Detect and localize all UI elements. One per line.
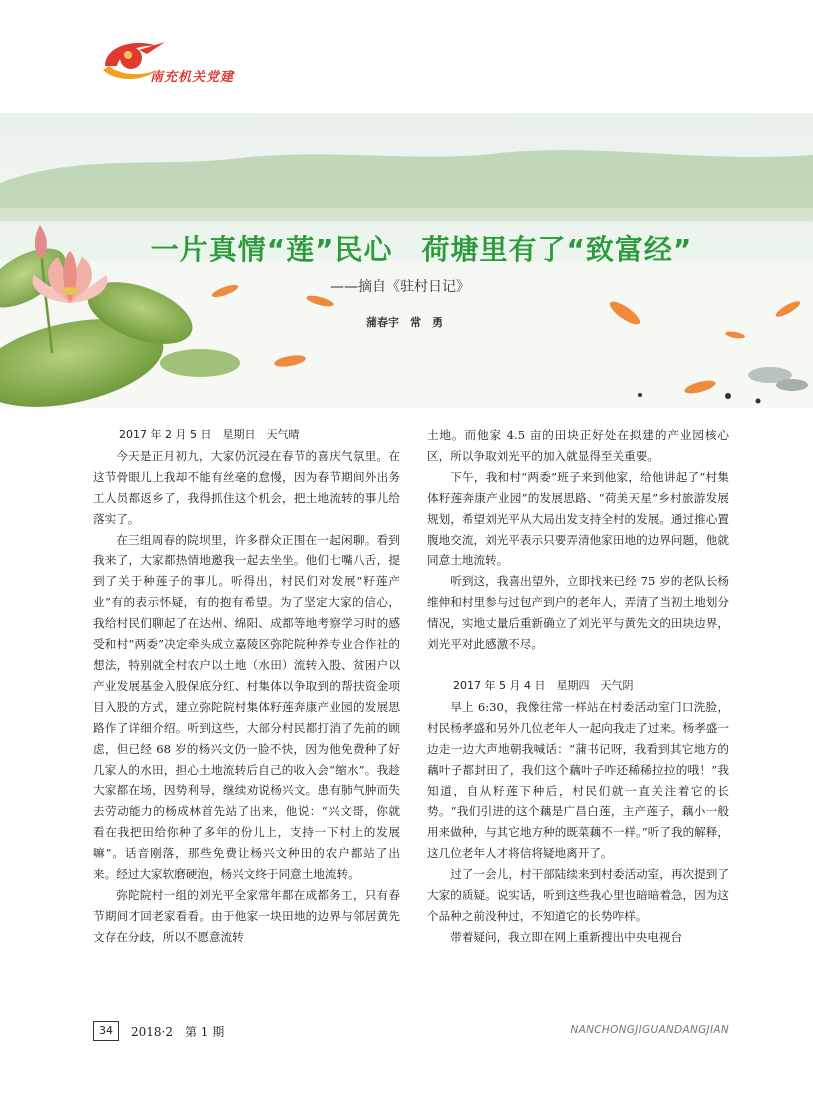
dateline: 2017 年 5 月 4 日 星期四 天气阴: [453, 678, 634, 692]
dateline: 2017 年 2 月 5 日 星期日 天气晴: [119, 428, 300, 441]
paragraph: 弥陀院村一组的刘光平全家常年都在成都务工，只有春节期间才回老家看看。由于他家一块田地的边界与邻居黄先文存在分歧，所以不愿意流转: [93, 887, 400, 944]
issue-info: 2018·2 第 1 期: [131, 1025, 225, 1039]
right-column: [427, 425, 729, 948]
publication-name-en: NANCHONGJIGUANDANGJIAN: [570, 1024, 729, 1036]
paragraph: 早上 6:30，我像往常一样站在村委活动室门口洗脸，村民杨孝盛和另外几位老年人一起向我走了过来。杨孝盛一边走一边大声地朝我喊话：“蒲书记呀，我看到其它地方的藕叶子都封田了，我们这个藕叶子咋还稀稀拉拉的哦！”我知道，自从籽莲下种后，村民们就一直关注着它的长势。“我们引进的这个藕是广昌白莲，主产莲子，藕小一般用来做种，与其它地方种的既菜藕不一样。”听了我的解释，这几位老年人才将信将疑地离开了。: [427, 699, 729, 861]
paragraph: 听到这，我喜出望外，立即找来已经 75 岁的老队长杨维伸和村里参与过包产到户的老年人，弄清了当初土地划分情况，实地丈量后重新确立了刘光平与黄先文的田块边界，刘光平对此感激不尽。: [427, 574, 729, 652]
paragraph: 带着疑问，我立即在网上重新搜出中央电视台: [450, 929, 683, 944]
article-subtitle: ——摘自《驻村日记》: [330, 279, 470, 295]
paragraph-continued: 土地。而他家 4.5 亩的田块正好处在拟建的产业园核心区，所以争取刘光平的加入就显得至关重要。: [427, 428, 729, 463]
paragraph: 过了一会儿，村干部陆续来到村委活动室，再次提到了大家的质疑。说实话，听到这些我心里也暗暗着急，因为这个品种之前没种过，不知道它的长势咋样。: [427, 867, 729, 923]
paragraph: 下午，我和村“两委”班子来到他家，给他讲起了“村集体籽莲奔康产业园”的发展思路、“荷美天星”乡村旅游发展规划，希望刘光平从大局出发支持全村的发展。通过推心置腹地交流，刘光平表示只要弄清他家田地的边界问题，他就同意土地流转。: [427, 469, 729, 568]
page-number: 34: [93, 1021, 119, 1041]
left-column: [93, 425, 400, 948]
paragraph: 在三组周春的院坝里，许多群众正围在一起闲聊。看到我来了，大家都热情地邀我一起去坐坐。他们七嘴八舌，提到了关于种莲子的事儿。听得出，村民们对发展“籽莲产业”有的表示怀疑，有的抱有希望。为了坚定大家的信心，我给村民们聊起了在达州、绵阳、成都等地考察学习时的感受和村“两委”决定牵头成立嘉陵区弥陀院种养专业合作社的想法，特别就全村农户以土地（水田）流转入股、贫困户以产业发展基金入股保底分红、村集体以争取到的帮扶资金项目入股的方式，建立弥陀院村集体籽莲奔康产业园的发展思路作了详细介绍。听到这些，大部分村民都打消了先前的顾虑，但已经 68 岁的杨兴文仍一脸不快，因为他免费种了好几家人的水田，担心土地流转后自己的收入会“缩水”。我趁大家都在场，因势利导，继续劝说杨兴文。患有肺气肿而失去劳动能力的杨成林首先站了出来，他说：“兴文哥，你就看在我把田给你种了多年的份儿上，支持一下村上的发展嘛”。话音刚落，那些免费让杨兴文种田的农户都站了出来。经过大家软磨硬泡，杨兴文终于同意土地流转。: [93, 532, 400, 882]
section-gap: [427, 655, 729, 676]
publication-name: 南充机关党建: [150, 70, 235, 85]
article-title: 一片真情“莲”民心 荷塘里有了“致富经”: [150, 233, 693, 266]
article-authors: 蒲春宇 常 勇: [366, 316, 443, 329]
page-footer: [93, 1021, 729, 1045]
paragraph: 今天是正月初九，大家仍沉浸在春节的喜庆气氛里。在这节骨眼儿上我却不能有丝毫的怠慢，因为春节期间外出务工人员都返乡了，我得抓住这个机会，把土地流转的事儿给落实了。: [93, 448, 400, 526]
